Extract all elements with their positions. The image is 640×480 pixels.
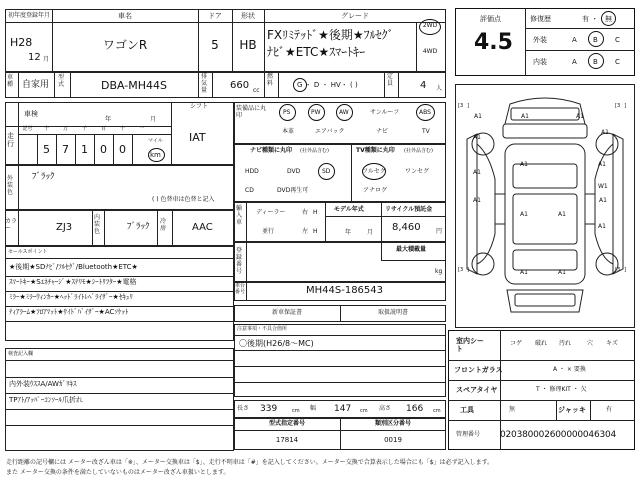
damage-mark: A1 bbox=[520, 211, 528, 218]
damage-mark: A1 bbox=[520, 161, 528, 168]
odometer-digit: 1 bbox=[81, 143, 88, 156]
length-unit: cm bbox=[292, 408, 300, 414]
tire-depth-front-right: [3 ] bbox=[615, 103, 627, 109]
selling-point-line: ﾐﾗｰ★ﾐﾗｰｳｨﾝｶｰ★ﾍｯﾄﾞﾗｲﾄﾚﾍﾞﾗｲｻﾞｰ★ｾｷｭﾘ bbox=[9, 293, 133, 301]
width-unit: cm bbox=[360, 408, 368, 414]
width-value: 147 bbox=[334, 404, 352, 414]
navi-dvd: DVD bbox=[287, 168, 301, 175]
type-no-value: 17814 bbox=[275, 436, 299, 444]
spare-tire-label: スペアタイヤ bbox=[456, 386, 498, 394]
shift-value: IAT bbox=[189, 131, 206, 144]
damage-mark: A1 bbox=[521, 113, 529, 120]
displacement-unit: cc bbox=[253, 87, 260, 94]
footer-note-2: また メーター交換の条件を満たしていないものはメーター改ざん車扱いとします。 bbox=[6, 469, 230, 476]
car-name-label: 車名 bbox=[118, 12, 132, 20]
notes-label: 注意事項・不具合箇所 bbox=[237, 326, 288, 332]
damage-mark: A1 bbox=[576, 113, 584, 120]
odometer-digit: 0 bbox=[100, 143, 107, 156]
grade-line-1: FXﾘﾐﾃｯﾄﾞ★後期★ﾌﾙｾｸﾞ bbox=[267, 28, 394, 42]
interior-opt-b: B bbox=[593, 58, 598, 66]
seat-item-stain: 汚れ bbox=[559, 340, 572, 347]
fuel-label: 燃料 bbox=[267, 73, 274, 87]
odometer-digit-label: 一 bbox=[138, 126, 144, 132]
inspection-label: 車検 bbox=[24, 110, 38, 118]
odometer-digit-label: 千 bbox=[81, 126, 87, 132]
color-code-label: カラー bbox=[5, 218, 18, 232]
selling-point-line: ★後期★SDﾅﾋﾞ/ﾌﾙｾｸﾞ/Bluetooth★ETC★ bbox=[9, 263, 138, 271]
selling-point-line: ｽﾏｰﾄｷｰ★Sｴﾈﾁｬｰｼﾞ★ｽﾃﾘﾓ★ｼｰﾄﾘﾌﾀｰ★電格 bbox=[9, 278, 137, 286]
odometer-digit: 0 bbox=[119, 143, 126, 156]
ac-label: 冷房 bbox=[160, 218, 167, 232]
exterior-opt-c: C bbox=[615, 36, 620, 44]
equip-tv: TV bbox=[422, 128, 430, 135]
import-right-h: H bbox=[313, 209, 318, 216]
km-unit: km bbox=[150, 151, 161, 159]
odometer-digit: 7 bbox=[62, 143, 69, 156]
front-glass-label: フロントガラス bbox=[454, 366, 503, 374]
interior-grade-label: 内装 bbox=[533, 58, 547, 66]
displacement-label: 排気量 bbox=[201, 73, 208, 94]
spare-tire-options: T ・ 修理KIT ・ 欠 bbox=[536, 386, 587, 393]
jack-label: ジャッキ bbox=[558, 406, 586, 414]
ac-value: AAC bbox=[192, 222, 213, 233]
inspection-year-unit: 年 bbox=[105, 116, 112, 123]
interior-color-value: ﾌﾞﾗｯｸ bbox=[127, 222, 150, 232]
grade-line-2: ﾅﾋﾞ★ETC★ｽﾏｰﾄｷｰ bbox=[267, 45, 366, 59]
damage-mark: W1 bbox=[598, 183, 608, 190]
reg-era: H28 bbox=[10, 36, 33, 49]
equip-airbag: エアバック bbox=[315, 128, 345, 135]
height-unit: cm bbox=[433, 408, 441, 414]
doors-label: ドア bbox=[208, 12, 222, 20]
exterior-color-label: 外装色 bbox=[7, 175, 14, 196]
import-parallel: 並行 bbox=[262, 228, 275, 235]
selling-points-label: セールスポイント bbox=[8, 249, 48, 255]
equip-abs: ABS bbox=[419, 109, 431, 116]
reg-year-label: 初年度登録年月 bbox=[8, 12, 51, 19]
tire-depth-rear-left: [3 ] bbox=[458, 267, 470, 273]
navi-memory bbox=[322, 174, 346, 181]
length-label: 長さ bbox=[237, 405, 250, 412]
management-no-label: 管理番号 bbox=[456, 431, 481, 438]
tools-label: 工具 bbox=[460, 406, 474, 414]
navi-cd: CD bbox=[245, 187, 254, 194]
max-load-kg: kg bbox=[435, 268, 443, 275]
tv-fullseg: フルセグ bbox=[362, 168, 386, 175]
equip-navi: ナビ bbox=[376, 128, 389, 135]
odometer-digit-label: 百 bbox=[100, 126, 106, 132]
equipment-label: 装備品に丸印 bbox=[236, 105, 267, 119]
score-value: 4.5 bbox=[474, 30, 513, 55]
damage-mark: A1 bbox=[520, 269, 528, 276]
drive-4wd: 4WD bbox=[422, 48, 438, 55]
mile-unit: マイル bbox=[148, 138, 163, 144]
width-label: 幅 bbox=[310, 405, 317, 412]
damage-mark: A1 bbox=[558, 269, 566, 276]
reg-month-unit: 月 bbox=[43, 56, 50, 63]
damage-mark: A1 bbox=[473, 169, 481, 176]
damage-mark: A1 bbox=[598, 223, 606, 230]
import-dealer: ディーラー bbox=[256, 209, 286, 216]
car-name-value: ワゴンR bbox=[102, 38, 148, 52]
repair-label: 修復歴 bbox=[530, 15, 551, 23]
equip-aw: AW bbox=[339, 109, 349, 116]
tv-oneseg: ワンセグ bbox=[405, 168, 430, 175]
damage-mark: A1 bbox=[474, 113, 482, 120]
navi-sd: SD bbox=[322, 168, 331, 175]
import-left-h: H bbox=[313, 228, 318, 235]
interior-opt-c: C bbox=[615, 58, 620, 66]
doors-value: 5 bbox=[211, 38, 219, 52]
recycle-value: 8,460 bbox=[392, 222, 421, 233]
interior-opt-a: A bbox=[572, 58, 577, 66]
tools-value: 無 bbox=[509, 406, 516, 413]
tire-depth-rear-right: [3 ] bbox=[615, 267, 627, 273]
new-car-warranty: 新車保証書 bbox=[271, 309, 302, 316]
navi-dvd-play: DVD再生可 bbox=[277, 187, 309, 194]
length-value: 339 bbox=[260, 404, 278, 414]
equip-sunroof: サンルーフ bbox=[370, 109, 400, 116]
height-label: 高さ bbox=[379, 405, 392, 412]
seat-item-hole: 穴 bbox=[587, 340, 594, 347]
model-year-label: モデル年式 bbox=[334, 206, 364, 213]
selling-point-line: ﾃｨｱﾗｰﾑ★ﾌﾛｱﾏｯﾄ★ｻｲﾄﾞﾊﾞｲｻﾞｰ★ACｿｹｯﾄ bbox=[9, 308, 129, 316]
equip-ps: PS bbox=[283, 109, 291, 116]
equip-leather: 本革 bbox=[282, 128, 295, 135]
navi-hdd: HDD bbox=[245, 168, 259, 175]
odometer-digit-label: 万 bbox=[62, 126, 68, 132]
owners-manual: 取扱説明書 bbox=[377, 309, 408, 316]
import-right: 右 bbox=[302, 209, 309, 216]
capacity-unit: 人 bbox=[436, 85, 443, 92]
class-no-label: 類別区分番号 bbox=[374, 420, 411, 427]
reg-month: 12 bbox=[28, 52, 41, 63]
exterior-opt-a: A bbox=[572, 36, 577, 44]
footer-note-1: 走行距離の記号欄には メーター改ざん車は「※」、メーター交換車は「$」、走行不明車は「#」を記入してください。メーター交換で合算表示した場合にも「$」は必ず記入します。 bbox=[6, 459, 494, 466]
inspector-notes-label: 検査記入欄 bbox=[8, 351, 34, 357]
grade-label: グレード bbox=[341, 12, 369, 20]
interior-color-label: 内装色 bbox=[94, 214, 101, 235]
jack-value: 有 bbox=[606, 406, 613, 413]
model-label: 型式 bbox=[58, 74, 65, 88]
tv-type-small: (社外品含む) bbox=[404, 148, 433, 154]
shift-label: シフト bbox=[190, 103, 209, 110]
drive-2wd: 2WD bbox=[422, 22, 438, 29]
damage-mark: A1 bbox=[473, 134, 481, 141]
color-code-value: ZJ3 bbox=[56, 222, 73, 233]
capacity-value: 4 bbox=[420, 80, 427, 91]
seat-item-burn: コゲ bbox=[510, 340, 523, 347]
damage-mark: A1 bbox=[601, 129, 609, 136]
exterior-opt-b: B bbox=[593, 36, 598, 44]
score-label: 評価点 bbox=[480, 15, 501, 23]
mileage-label: 走行 bbox=[7, 132, 14, 149]
navi-type-small: (社外品含む) bbox=[300, 148, 329, 154]
exterior-color-value: ﾌﾞﾗｯｸ bbox=[32, 172, 55, 182]
import-left: 左 bbox=[302, 228, 309, 235]
tv-type-title: TV種類に丸印 bbox=[356, 147, 395, 154]
odometer-digit-label: 記号 bbox=[22, 126, 33, 132]
repaint-note: ( ) 色替車は色替と記入 bbox=[152, 196, 215, 203]
navi-type-title: ナビ種類に丸印 bbox=[250, 147, 293, 154]
vehicle-type-label: 車種 bbox=[7, 74, 14, 88]
seat-item-scratch: キズ bbox=[606, 340, 618, 347]
notes-value: 〇後期(H26/8〜MC) bbox=[239, 339, 314, 348]
seat-item-tear: 破れ bbox=[535, 340, 548, 347]
model-month-unit: 月 bbox=[367, 229, 374, 236]
car-diagram bbox=[455, 84, 635, 328]
chassis-label: 車台番号 bbox=[235, 283, 246, 295]
shape-label: 形状 bbox=[241, 12, 255, 20]
recycle-yen: 円 bbox=[436, 228, 443, 235]
exterior-grade-label: 外装 bbox=[533, 36, 547, 44]
odometer-digit-label: 十 bbox=[43, 126, 49, 132]
interior-seat-label: 室内シート bbox=[456, 337, 484, 354]
inspector-note-line: 内外装ｳｽｽA/AWｶﾞﾘｷｽ bbox=[9, 380, 77, 388]
class-no-value: 0019 bbox=[384, 436, 402, 444]
tv-analog: アナログ bbox=[363, 187, 388, 194]
height-value: 166 bbox=[406, 404, 424, 414]
repair-options: 有 ・ bbox=[582, 15, 599, 23]
inspector-note-line: TPｱﾄ/ｱｯﾊﾟｰｺﾝｿｰﾙ爪折れ bbox=[9, 396, 83, 404]
front-glass-options: A ・ × 要換 bbox=[553, 366, 586, 373]
displacement-value: 660 bbox=[230, 80, 250, 91]
management-no-value: 020380002600000046304 bbox=[500, 430, 617, 440]
model-value: DBA-MH44S bbox=[100, 79, 167, 92]
damage-mark: A1 bbox=[599, 197, 607, 204]
damage-mark: A1 bbox=[473, 197, 481, 204]
recycle-label: リサイクル預託金 bbox=[385, 206, 433, 213]
tire-depth-front-left: [3 ] bbox=[458, 103, 470, 109]
import-label: 輸入車 bbox=[236, 205, 243, 226]
max-load-label: 最大積載量 bbox=[396, 246, 427, 253]
odometer-digit: 5 bbox=[43, 143, 50, 156]
capacity-label: 定員 bbox=[387, 73, 394, 87]
type-no-label: 型式指定番号 bbox=[268, 420, 305, 427]
odometer-digit-label: 十 bbox=[119, 126, 125, 132]
inspection-month-unit: 月 bbox=[150, 116, 157, 123]
fuel-options: G ・ D ・ HV・ ( ) bbox=[297, 81, 358, 89]
vehicle-type-value: 自家用 bbox=[22, 80, 50, 90]
reg-number-label: 登録番号 bbox=[236, 247, 243, 275]
damage-mark: A1 bbox=[558, 211, 566, 218]
model-year-unit: 年 bbox=[345, 229, 352, 236]
damage-mark: A1 bbox=[598, 161, 606, 168]
chassis-value: MH44S-186543 bbox=[306, 285, 384, 296]
repair-selected: 無 bbox=[605, 15, 612, 23]
equip-pw: PW bbox=[311, 109, 321, 116]
shape-value: HB bbox=[239, 38, 257, 52]
